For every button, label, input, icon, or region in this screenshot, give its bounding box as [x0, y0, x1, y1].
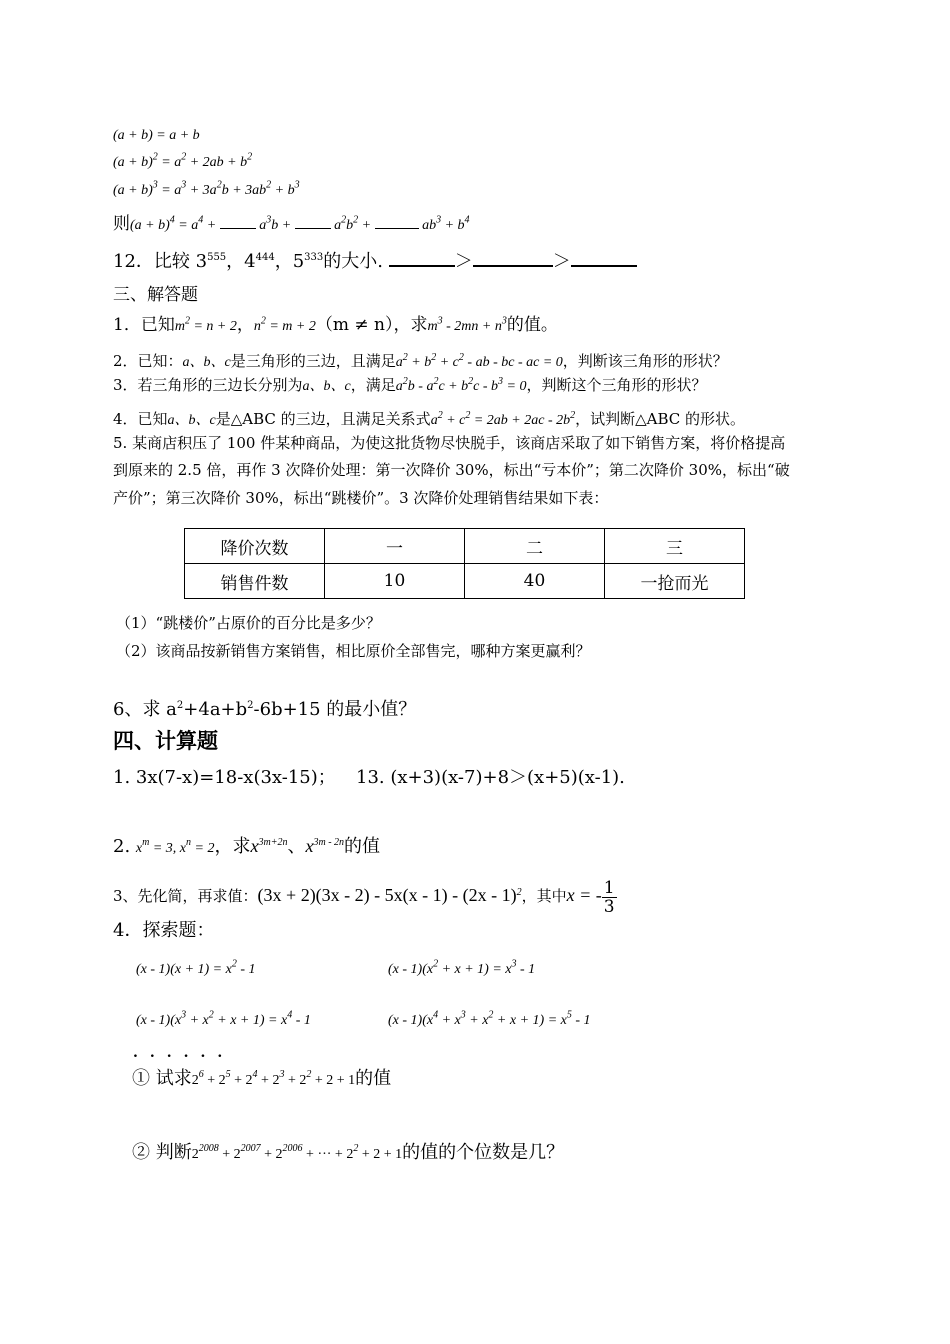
identity-3: $(x - 1)(x^3 + x^2 + x + 1) = x^4 - 1$	[136, 1009, 311, 1028]
problem-3-5-line-2: 到原来的 2.5 倍，再作 3 次降价处理：第一次降价 30%，标出“亏本价”；第二次降价 30%，标出“破	[113, 461, 790, 479]
calc-4-title: 4．探索题：	[113, 920, 215, 941]
sub-question-1: （1）“跳楼价”占原价的百分比是多少？	[116, 614, 381, 632]
problem-3-4: 4．已知a、b、c是△ABC 的三边，且满足关系式$a^2 + c^2 = 2ab + 2ac - 2b^2$，试判断△ABC 的形状。	[113, 410, 746, 428]
sales-table	[184, 528, 745, 599]
table-cell: 10	[325, 564, 465, 599]
table-row	[185, 564, 745, 599]
identity-1: $(x - 1)(x + 1) = x^2 - 1$	[136, 958, 256, 977]
greater-than-sign: ＞	[454, 251, 473, 272]
problem-3-6: 6、求 $a^2+4a+b^2-6b+15$ 的最小值？	[113, 699, 417, 720]
table-cell: 一抢而光	[605, 564, 745, 599]
problem-3-3: 3．若三角形的三边长分别为a、b、c，满足$a^2b - a^2c + b^2c - b^3 = 0$，判断这个三角形的形状？	[113, 376, 707, 394]
identity-4: $(x - 1)(x^4 + x^3 + x^2 + x + 1) = x^5 - 1$	[388, 1009, 591, 1028]
expansion-line-1	[113, 123, 200, 147]
question-12: 12．比较 $3^{555}$，$4^{444}$，$5^{333}$的大小. ＞ ＞	[113, 250, 637, 273]
table-row	[185, 529, 745, 564]
explore-sub-1: ① 试求$2^6 + 2^5 + 2^4 + 2^3 + 2^2 + 2 + 1$的值	[132, 1068, 392, 1089]
problem-3-5-line-3: 产价”；第三次降价 30%，标出“跳楼价”。3 次降价处理销售结果如下表：	[113, 489, 609, 507]
expansion-line-2: $(a + b)^2 = a^2 + 2ab + b^2$	[113, 151, 253, 170]
fraction: $\frac{1}{3}$	[603, 877, 615, 917]
table-cell: 40	[465, 564, 605, 599]
calc-13: 13. (x+3)(x-7)+8＞(x+5)(x-1).	[356, 767, 625, 788]
explore-sub-2: ② 判断$2^{2008} + 2^{2007} + 2^{2006}$ + ··· + $2^2 + 2 + 1$的值的个位数是几？	[132, 1142, 565, 1163]
table-cell: 二	[465, 529, 605, 564]
table-cell: 一	[325, 529, 465, 564]
table-cell: 销售件数	[185, 564, 325, 599]
calc-2: 2. $x^m = 3$, $x^n = 2$，求$x^{3m+2n}$、$x^{3m - 2n}$的值	[113, 836, 381, 857]
answer-blank[interactable]	[220, 213, 256, 229]
problem-3-1: 1．已知$m^2 = n + 2$，$n^2 = m + 2(m \ne n)$，求$m^3 - 2mn + n^3$的值。	[113, 315, 558, 335]
problem-3-5-line-1: 5. 某商店积压了 100 件某种商品，为使这批货物尽快脱手，该商店采取了如下销售方案，将价格提高	[113, 434, 786, 452]
sub-question-2: （2）该商品按新销售方案销售，相比原价全部售完，哪种方案更赢利？	[116, 642, 591, 660]
answer-blank[interactable]	[375, 213, 419, 229]
expansion-line-4: 则$(a + b)^4 = a^4 + a^3b + a^2b^2 + ab^3 + b^4$	[113, 214, 470, 234]
identity-2: $(x - 1)(x^2 + x + 1) = x^3 - 1$	[388, 958, 536, 977]
table-cell: 降价次数	[185, 529, 325, 564]
calc-3: 3、先化简，再求值：(3x + 2)(3x - 2) - 5x(x - 1) - (2x - 1)$^2$，其中x = - $\frac{1}{3}$	[113, 877, 615, 917]
greater-than-sign: ＞	[552, 251, 571, 272]
answer-blank[interactable]	[571, 250, 637, 267]
problem-3-2: 2．已知：a、b、c是三角形的三边，且满足$a^2 + b^2 + c^2$ - ab - bc - ac = 0，判断该三角形的形状？	[113, 352, 728, 370]
answer-blank[interactable]	[295, 213, 331, 229]
ellipsis-dots: ......	[133, 1045, 235, 1061]
expansion-line-3: $(a + b)^3 = a^3 + 3a^2b + 3ab^2 + b^3$	[113, 179, 300, 198]
section-3-title: 三、解答题	[113, 285, 198, 305]
calc-1: 1. 3x(7-x)=18-x(3x-15)；	[113, 767, 336, 788]
table-cell: 三	[605, 529, 745, 564]
section-4-title: 四、计算题	[113, 729, 218, 753]
answer-blank[interactable]	[389, 250, 455, 267]
answer-blank[interactable]	[473, 250, 553, 267]
formula: (a + b) = a + b	[113, 128, 200, 143]
